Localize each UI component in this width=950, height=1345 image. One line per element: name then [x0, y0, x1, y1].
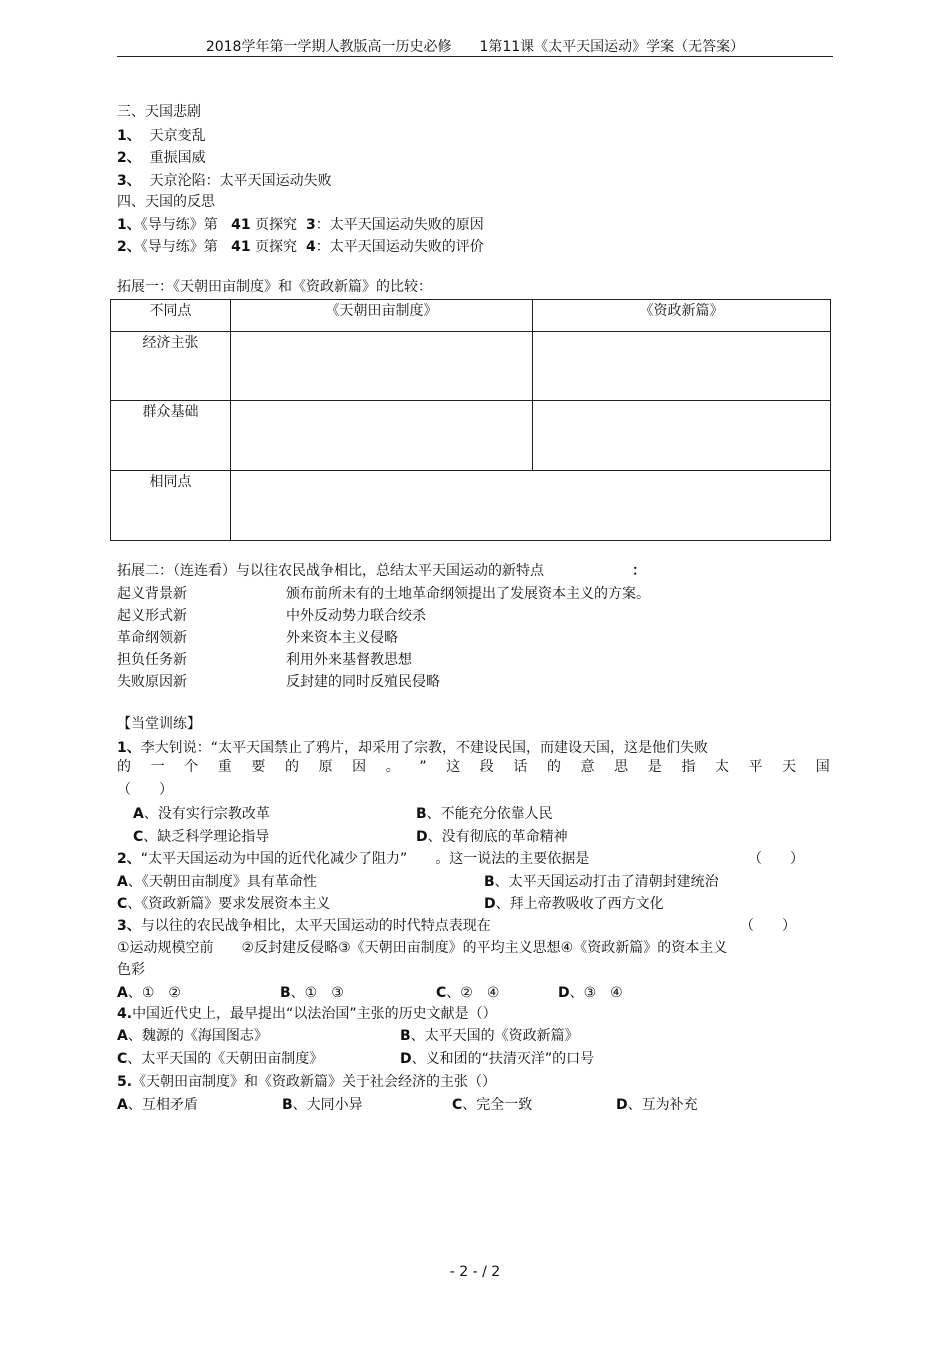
item-number: 2、	[117, 239, 141, 255]
spread-char: 指	[681, 759, 696, 775]
option-text: 、大同小异	[292, 1097, 363, 1113]
spread-char: 话	[513, 759, 528, 775]
option-text: 、太平天国的《资政新篇》	[410, 1028, 579, 1044]
option-key: B	[282, 1097, 293, 1113]
option-text: 、缺乏科学理论指导	[143, 829, 270, 845]
option	[416, 805, 553, 823]
question-stem	[117, 739, 708, 757]
page-number: - 2 - / 2	[449, 1264, 501, 1280]
item-page: 41	[231, 239, 251, 255]
training-title: 【当堂训练】	[117, 716, 201, 732]
spread-char: 国	[815, 759, 830, 775]
table-cell	[533, 332, 831, 401]
spread-char: 的	[284, 759, 299, 775]
match-right-item: 中外反动势力联合绞杀	[286, 608, 426, 624]
match-right-item: 反封建的同时反殖民侵略	[286, 674, 440, 690]
question-text: 中国近代史上，最早提出“以法治国”主张的历史文献是（）	[132, 1006, 497, 1022]
option-key: A	[117, 985, 128, 1001]
option	[117, 1027, 268, 1045]
section3-title: 三、天国悲剧	[117, 104, 201, 120]
option	[117, 1050, 323, 1068]
spread-char: 的	[546, 759, 561, 775]
item-pre: 《导与练》第	[140, 239, 218, 255]
option-key: D	[400, 1051, 412, 1067]
option-text: 、互相矛盾	[127, 1097, 198, 1113]
match-left-item: 起义背景新	[117, 586, 187, 602]
option-text: 、② ④	[446, 985, 500, 1001]
ext1-title: 拓展一：《天朝田亩制度》和《资政新篇》的比较：	[117, 279, 432, 295]
option-key: D	[558, 985, 570, 1001]
option-key: D	[416, 829, 428, 845]
question-text: 李大钊说：“太平天国禁止了鸦片，却采用了宗教，不建设民国，而建设天国，这是他们失败	[140, 740, 709, 756]
question-text: 与以往的农民战争相比，太平天国运动的时代特点表现在	[140, 918, 491, 934]
match-left-item: 失败原因新	[117, 674, 187, 690]
item-text: 天京沦陷：太平天国运动失败	[149, 173, 332, 189]
question-spread-line	[117, 758, 830, 776]
option-text: 、拜上帝教吸收了西方文化	[495, 896, 664, 912]
item-number: 3、	[117, 173, 141, 189]
question-number: 4.	[117, 1006, 133, 1022]
item-pre: 《导与练》第	[140, 217, 218, 233]
table-cell	[231, 471, 831, 541]
ext2-title: 拓展二：（连连看）与以往农民战争相比，总结太平天国运动的新特点	[117, 563, 544, 579]
option-key: C	[117, 896, 128, 912]
table-cell	[231, 332, 533, 401]
answer-paren: （ ）	[740, 918, 796, 934]
question-text: 《天朝田亩制度》和《资政新篇》关于社会经济的主张（）	[132, 1074, 497, 1090]
question-stem	[117, 917, 491, 935]
option-key: D	[616, 1097, 628, 1113]
option-text: 、魏源的《海国图志》	[127, 1028, 268, 1044]
option-key: C	[452, 1097, 463, 1113]
spread-char: 重	[217, 759, 232, 775]
table-cell	[533, 401, 831, 471]
question-number: 1、	[117, 740, 141, 756]
option-text: 、不能充分依靠人民	[426, 806, 553, 822]
option-text: 、太平天国的《天朝田亩制度》	[127, 1051, 324, 1067]
section4-item	[117, 238, 484, 256]
question-number: 2、	[117, 851, 141, 867]
spread-char: 平	[748, 759, 763, 775]
option	[484, 873, 719, 891]
option-key: C	[436, 985, 447, 1001]
option-text: 、① ③	[290, 985, 344, 1001]
section4-item	[117, 216, 484, 234]
spread-char: 段	[479, 759, 494, 775]
option-key: C	[133, 829, 144, 845]
option-key: A	[117, 1097, 128, 1113]
header-rule	[117, 56, 833, 57]
option	[117, 1096, 198, 1114]
match-right-item: 利用外来基督教思想	[286, 652, 412, 668]
spread-char: 的	[117, 759, 131, 775]
option	[400, 1050, 594, 1068]
item-text: ：太平天国运动失败的原因	[315, 217, 484, 233]
option	[616, 1096, 698, 1114]
option-key: C	[117, 1051, 128, 1067]
spread-char: 这	[446, 759, 461, 775]
item-number: 1、	[117, 217, 141, 233]
spread-char: 意	[580, 759, 595, 775]
table-cell	[231, 401, 533, 471]
ext2-colon: ：	[632, 563, 646, 579]
match-left-item: 起义形式新	[117, 608, 187, 624]
item-text: ：太平天国运动失败的评价	[315, 239, 484, 255]
option	[436, 984, 499, 1002]
option-text: 、互为补充	[627, 1097, 698, 1113]
spread-char: 要	[251, 759, 266, 775]
option	[280, 984, 344, 1002]
option-key: D	[484, 896, 496, 912]
option	[282, 1096, 363, 1114]
option-text: 、没有彻底的革命精神	[427, 829, 568, 845]
item-q: 4	[305, 239, 316, 255]
match-right-item: 颁布前所未有的土地革命纲领提出了发展资本主义的方案。	[286, 586, 650, 602]
option	[117, 984, 181, 1002]
section4-title: 四、天国的反思	[117, 194, 215, 210]
question-stem	[117, 1073, 496, 1091]
spread-char: ”	[419, 759, 427, 775]
item-mid: 页探究	[255, 239, 298, 255]
spread-char: 因	[352, 759, 367, 775]
question-stem	[117, 850, 589, 868]
option	[133, 828, 269, 846]
section3-item	[117, 127, 206, 145]
answer-paren: （ ）	[117, 782, 173, 798]
option-text: 、义和团的“扶清灭洋”的口号	[411, 1051, 595, 1067]
option-key: A	[117, 874, 128, 890]
question-text: ①运动规模空前 ②反封建反侵略③《天朝田亩制度》的平均主义思想④《资政新篇》的资本主义	[117, 940, 728, 956]
option	[117, 873, 317, 891]
item-number: 1、	[117, 128, 141, 144]
table-row-label: 群众基础	[111, 401, 231, 471]
option-key: B	[400, 1028, 411, 1044]
spread-char: 天	[782, 759, 797, 775]
option	[416, 828, 568, 846]
option	[452, 1096, 532, 1114]
table-row-label: 相同点	[111, 471, 231, 541]
option-text: 、太平天国运动打击了清朝封建统治	[494, 874, 719, 890]
match-left-item: 担负任务新	[117, 652, 187, 668]
option-key: B	[416, 806, 427, 822]
table-header-cell: 不同点	[111, 300, 231, 332]
comparison-table	[110, 299, 831, 541]
section3-item	[117, 172, 332, 190]
option-text: 、完全一致	[462, 1097, 533, 1113]
match-left-item: 革命纲领新	[117, 630, 187, 646]
item-q: 3	[305, 217, 316, 233]
option	[117, 895, 330, 913]
match-right-item: 外来资本主义侵略	[286, 630, 398, 646]
table-header-cell: 《天朝田亩制度》	[231, 300, 533, 332]
spread-char: 。	[385, 759, 400, 775]
spread-char: 太	[714, 759, 729, 775]
question-text: 色彩	[117, 962, 145, 978]
item-text: 重振国威	[149, 150, 206, 166]
item-text: 天京变乱	[149, 128, 206, 144]
question-stem	[117, 1005, 497, 1023]
question-text: “太平天国运动为中国的近代化减少了阻力” 。这一说法的主要依据是	[140, 851, 590, 867]
option-key: B	[484, 874, 495, 890]
table-row-label: 经济主张	[111, 332, 231, 401]
option-key: A	[117, 1028, 128, 1044]
answer-paren: （ ）	[748, 851, 804, 867]
spread-char: 个	[184, 759, 199, 775]
table-header-cell: 《资政新篇》	[533, 300, 831, 332]
option-key: A	[133, 806, 144, 822]
spread-char: 原	[318, 759, 333, 775]
option-text: 、没有实行宗教改革	[143, 806, 270, 822]
option-text: 、《天朝田亩制度》具有革命性	[127, 874, 317, 890]
item-mid: 页探究	[255, 217, 298, 233]
option	[400, 1027, 579, 1045]
question-number: 5.	[117, 1074, 133, 1090]
option-text: 、① ②	[127, 985, 181, 1001]
option-text: 、《资政新篇》要求发展资本主义	[127, 896, 331, 912]
question-number: 3、	[117, 918, 141, 934]
option	[558, 984, 623, 1002]
option-key: B	[280, 985, 291, 1001]
item-page: 41	[231, 217, 251, 233]
section3-item	[117, 149, 206, 167]
spread-char: 一	[150, 759, 165, 775]
option-text: 、③ ④	[569, 985, 623, 1001]
spread-char: 是	[647, 759, 662, 775]
page-header: 2018学年第一学期人教版高一历史必修 1第11课《太平天国运动》学案（无答案）	[205, 39, 745, 55]
option	[133, 805, 270, 823]
item-number: 2、	[117, 150, 141, 166]
spread-char: 思	[614, 759, 629, 775]
option	[484, 895, 664, 913]
